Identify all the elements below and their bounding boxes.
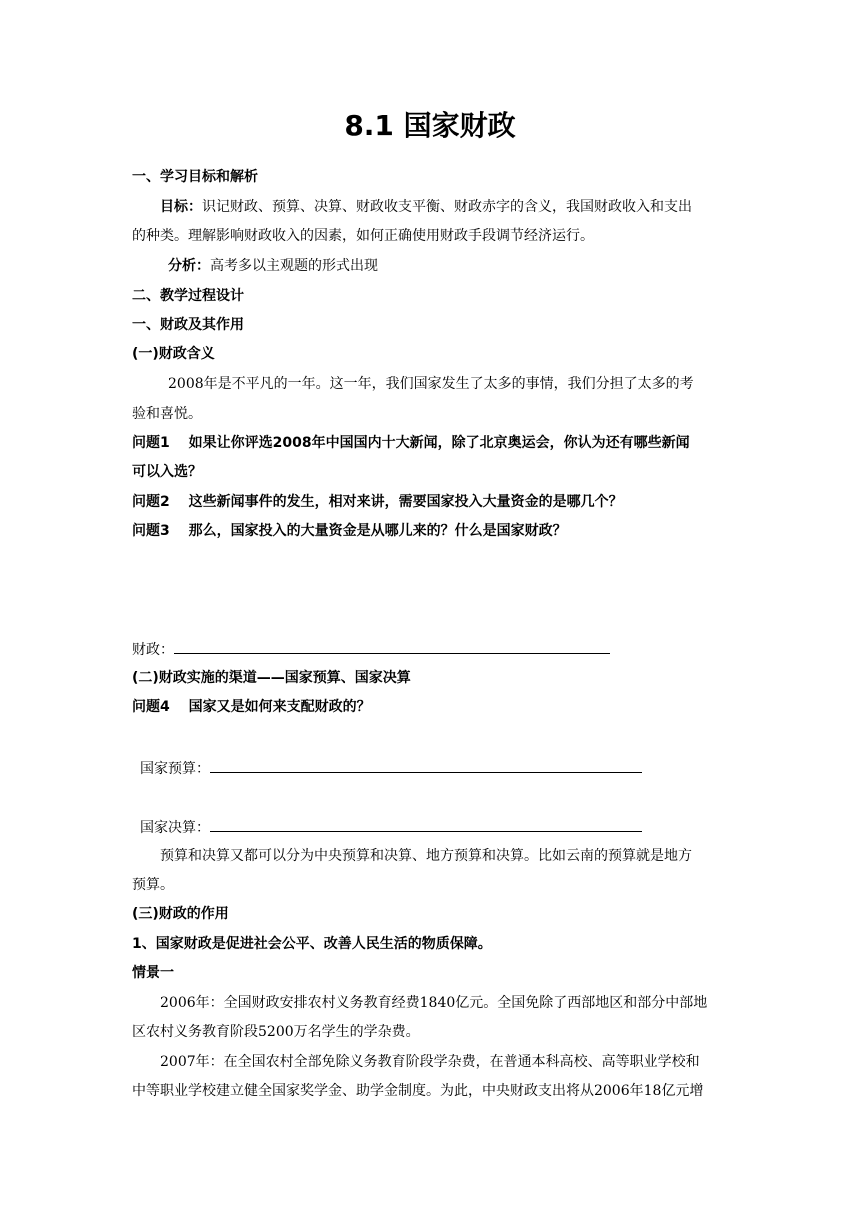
final-accounts-blank[interactable]: [210, 817, 642, 832]
fiscal-label: 财政：: [132, 642, 174, 658]
goal-label: 目标：: [160, 199, 202, 215]
section-heading-goals: 一、学习目标和解析: [132, 169, 258, 185]
role-1-heading: 1、国家财政是促进社会公平、改善人民生活的物质保障。: [132, 936, 492, 952]
fiscal-blank[interactable]: [174, 639, 610, 654]
fiscal-fill-line: [132, 639, 610, 659]
question-1-line-2: 可以入选？: [132, 464, 202, 480]
goal-paragraph: [160, 198, 692, 216]
analysis-text: 高考多以主观题的形式出现: [210, 258, 378, 274]
intro-line-1: 2008年是不平凡的一年。这一年，我们国家发生了太多的事情，我们分担了太多的考: [168, 376, 694, 392]
budget-note-line-1: 预算和决算又都可以分为中央预算和决算、地方预算和决算。比如云南的预算就是地方: [160, 848, 692, 864]
question-1-line-1: 问题1 如果让你评选2008年中国国内十大新闻，除了北京奥运会，你认为还有哪些新闻: [132, 435, 690, 451]
budget-note-line-2: 预算。: [132, 877, 174, 893]
sub-heading-meaning: (一)财政含义: [132, 346, 215, 362]
question-3: 问题3 那么，国家投入的大量资金是从哪儿来的？什么是国家财政？: [132, 523, 567, 539]
final-accounts-fill-line: [140, 817, 642, 837]
intro-line-2: 验和喜悦。: [132, 406, 202, 422]
section-heading-process: 二、教学过程设计: [132, 288, 244, 304]
question-4: 问题4 国家又是如何来支配财政的？: [132, 699, 371, 715]
goal-text-line-1: 识记财政、预算、决算、财政收支平衡、财政赤字的含义，我国财政收入和支出: [202, 199, 692, 215]
part-heading-finance: 一、财政及其作用: [132, 317, 244, 333]
para-2007-line-1: 2007年：在全国农村全部免除义务教育阶段学杂费，在普通本科高校、高等职业学校和: [160, 1054, 700, 1070]
analysis-label: 分析：: [168, 258, 210, 274]
para-2006-line-2: 区农村义务教育阶段5200万名学生的学杂费。: [132, 1024, 420, 1040]
final-accounts-label: 国家决算：: [140, 820, 210, 836]
budget-blank[interactable]: [210, 758, 642, 773]
para-2007-line-2: 中等职业学校建立健全国家奖学金、助学金制度。为此，中央财政支出将从2006年18亿元增: [132, 1083, 704, 1099]
budget-fill-line: [140, 758, 642, 778]
analysis-paragraph: [168, 257, 378, 275]
goal-text-line-2: 的种类。理解影响财政收入的因素，如何正确使用财政手段调节经济运行。: [132, 228, 594, 244]
sub-heading-role: (三)财政的作用: [132, 906, 229, 922]
question-2: 问题2 这些新闻事件的发生，相对来讲，需要国家投入大量资金的是哪几个？: [132, 494, 623, 510]
scene-1-heading: 情景一: [132, 965, 174, 981]
page-title: 8.1 国家财政: [344, 109, 516, 142]
budget-label: 国家预算：: [140, 761, 210, 777]
para-2006-line-1: 2006年：全国财政安排农村义务教育经费1840亿元。全国免除了西部地区和部分中部地: [160, 995, 708, 1011]
sub-heading-channels: (二)财政实施的渠道——国家预算、国家决算: [132, 670, 411, 686]
